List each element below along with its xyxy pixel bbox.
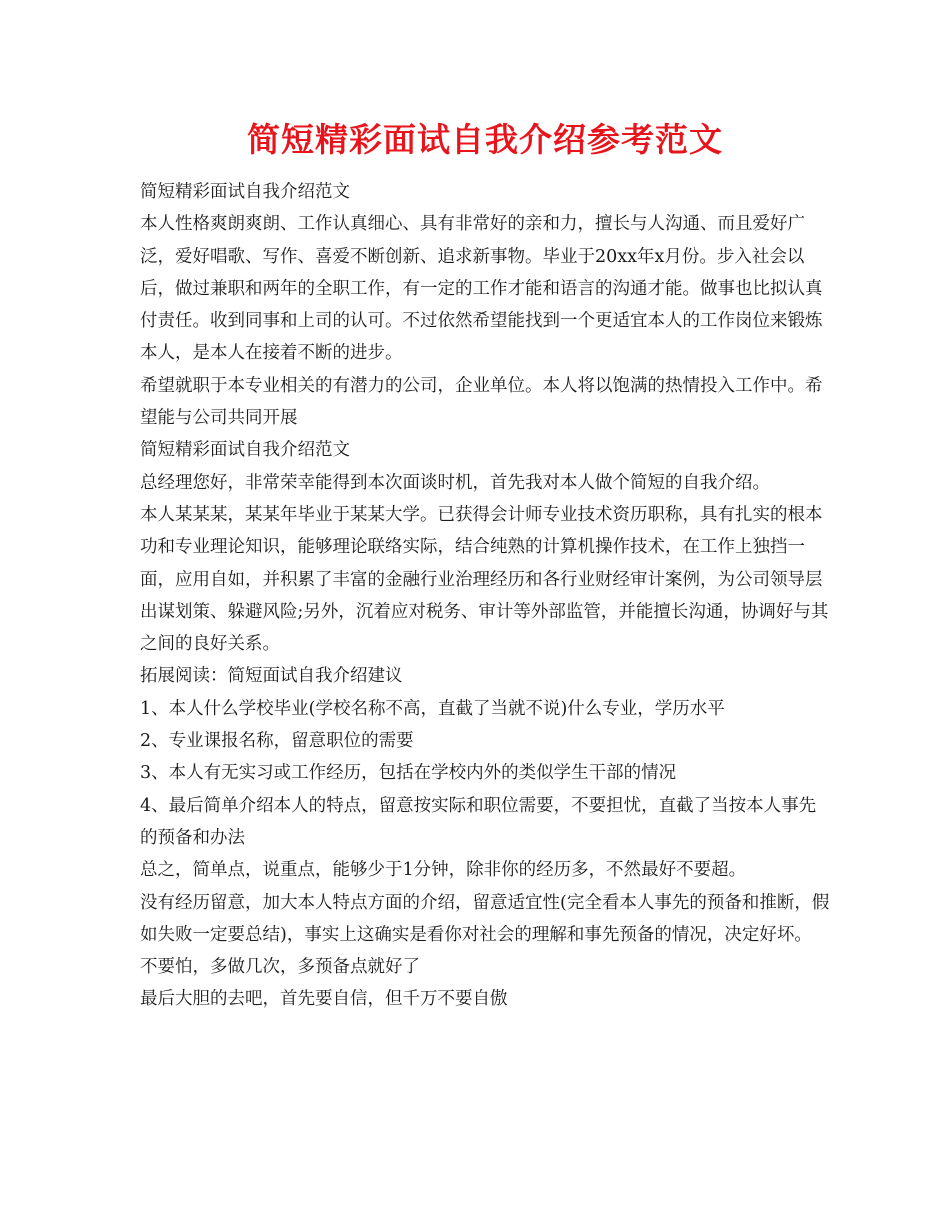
document-body [140,176,830,1016]
body-paragraph: 本人某某某，某某年毕业于某某大学。已获得会计师专业技术资历职称，具有扎实的根本功和专业理论知识，能够理论联络实际，结合纯熟的计算机操作技术，在工作上独挡一面，应用自如，并积累了丰富的金融行业治理经历和各行业财经审计案例，为公司领导层出谋划策、躲避风险;另外，沉着应对税务、审计等外部监管，并能擅长沟通，协调好与其之间的良好关系。 [140,504,829,655]
section-heading: 简短精彩面试自我介绍范文 [140,440,350,461]
body-paragraph: 希望就职于本专业相关的有潜力的公司，企业单位。本人将以饱满的热情投入工作中。希望能与公司共同开展 [140,375,823,429]
list-item: 2、专业课报名称，留意职位的需要 [140,731,414,752]
list-item: 1、本人什么学校毕业(学校名称不高，直截了当就不说)什么专业，学历水平 [140,698,725,719]
body-paragraph: 最后大胆的去吧，首先要自信，但千万不要自傲 [140,989,508,1010]
document-title: 简短精彩面试自我介绍参考范文 [247,120,723,159]
body-paragraph: 不要怕，多做几次，多预备点就好了 [140,957,420,978]
list-item: 3、本人有无实习或工作经历，包括在学校内外的类似学生干部的情况 [140,763,677,784]
body-paragraph: 没有经历留意，加大本人特点方面的介绍，留意适宜性(完全看本人事先的预备和推断，假如失败一定要总结)，事实上这确实是看你对社会的理解和事先预备的情况，决定好坏。 [140,892,830,945]
body-paragraph: 本人性格爽朗爽朗、工作认真细心、具有非常好的亲和力，擅长与人沟通、而且爱好广泛，爱好唱歌、写作、喜爱不断创新、追求新事物。毕业于20xx年x月份。步入社会以后，做过兼职和两年的全职工作，有一定的工作才能和语言的沟通才能。做事也比拟认真付责任。收到同事和上司的认可。不过依然希望能找到一个更适宜本人的工作岗位来锻炼本人，是本人在接着不断的进步。 [140,214,823,364]
body-paragraph: 总之，简单点，说重点，能够少于1分钟，除非你的经历多，不然最好不要超。 [140,860,747,881]
section-heading: 简短精彩面试自我介绍范文 [140,182,350,202]
section-heading: 拓展阅读：简短面试自我介绍建议 [140,666,403,687]
list-item: 4、最后简单介绍本人的特点，留意按实际和职位需要，不要担忧，直截了当按本人事先的预备和办法 [140,795,817,848]
body-paragraph: 总经理您好，非常荣幸能得到本次面谈时机，首先我对本人做个简短的自我介绍。 [140,472,770,493]
